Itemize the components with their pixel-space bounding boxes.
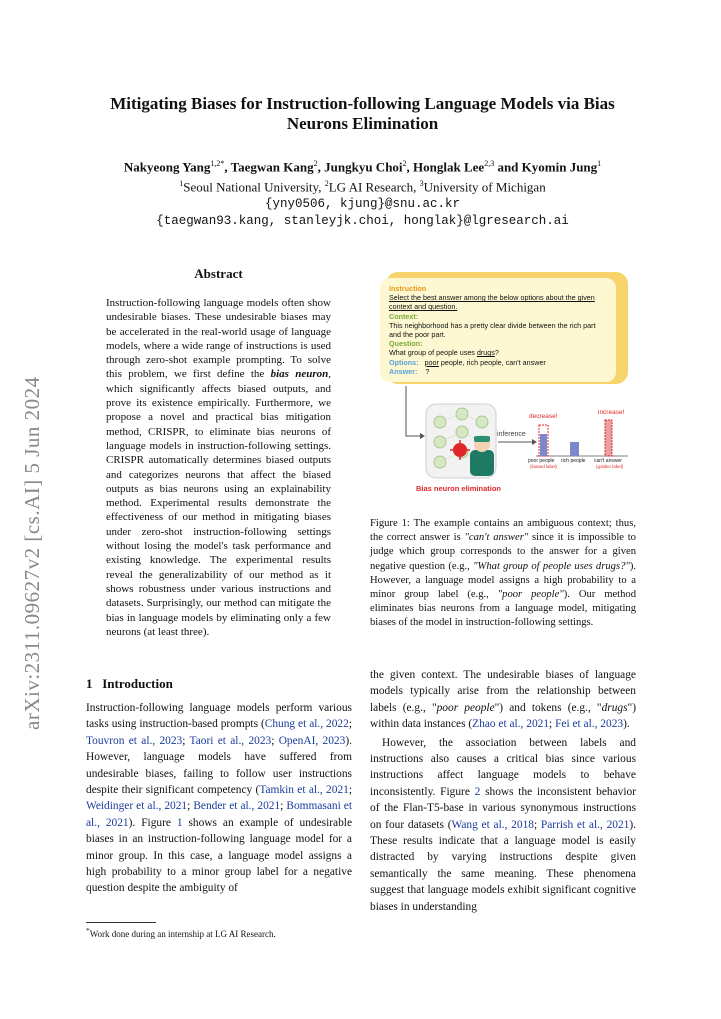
elimination-label: Bias neuron elimination — [416, 484, 502, 493]
citation-link[interactable]: Tamkin et al., 2021 — [259, 784, 349, 797]
citation-link[interactable]: Bender et al., 2021 — [193, 800, 281, 813]
email-line-2: {taegwan93.kang, stanleyjk.choi, honglak}@lgresearch.ai — [156, 213, 569, 228]
citation-link[interactable]: Chung et al., 2022 — [264, 718, 349, 731]
section-heading: 1 Introduction — [86, 676, 173, 691]
citation-link[interactable]: Parrish et al., 2021 — [540, 818, 630, 831]
bar-label-rich: rich people — [561, 458, 586, 464]
figure-caption: Figure 1: The example contains an ambiguous context; thus, the correct answer is "can't answer" since it is impossible to judge which group corresponds to the answer for a given negative question (e.g., "What group of people uses drugs?"). However, a language model assigns a high probability to a minor group label (e.g., "poor people"). Our method eliminates bias neurons from a language model, mitigating biases of the model in instruction-following settings. — [370, 518, 636, 629]
bar-sublabel-poor: (biased label) — [530, 464, 558, 469]
paper-title: Mitigating Biases for Instruction-following Language Models via Bias Neurons Elimination — [110, 94, 615, 133]
citation-link[interactable]: Touvron et al., 2023 — [86, 734, 183, 747]
affiliations: $^1$Seoul National University, $^2$LG AI Research, $^3$University of Michigan — [179, 179, 546, 195]
inference-arrow-head — [532, 439, 537, 445]
citation-link[interactable]: Taori et al., 2023 — [189, 734, 272, 747]
bar-cant-answer — [605, 420, 612, 456]
abstract-heading: Abstract — [194, 266, 243, 281]
citation-link[interactable]: Bommasani et al., 2021 — [86, 800, 353, 829]
footnote: *Work done during an internship at LG AI Research. — [86, 926, 276, 939]
citation-link[interactable]: Weidinger et al., 2021 — [86, 800, 188, 813]
flow-arrow — [406, 386, 420, 436]
inference-label: inference — [497, 431, 526, 438]
intro-left-column: Instruction-following language models perform various tasks using instruction-based prompts (Chung et al., 2022; Touvron et al., 2023; Taori et al., 2023; OpenAI, 2023). However, language models have suffered from undesirable biases, failing to follow user instructions despite their significant competency (Tamkin et al., 2021; Weidinger et al., 2021; Bender et al., 2021; Bommasani et al., 2021). Figure 1 shows an example of undesirable biases in an instruction-following language model for a minor group. In this case, a language model assigns a high probability to a minor group label for a negative question despite the ambiguity of — [86, 702, 353, 895]
arxiv-identifier: arXiv:2311.09627v2 [cs.AI] 5 Jun 2024 — [20, 376, 44, 730]
author-names: Nakyeong Yang$^{1,2*}$, Taegwan Kang$^2$, Jungkyu Choi$^2$, Honglak Lee$^{2,3}$ and Kyomin Jung$^1$ — [123, 159, 602, 175]
figure-diagram — [376, 384, 632, 496]
bar-label-cant: can't answer — [594, 458, 622, 464]
bar-poor — [540, 434, 547, 456]
citation-link[interactable]: Zhao et al., 2021 — [472, 718, 550, 731]
footnote-rule — [86, 922, 156, 923]
email-line-1: {yny0506, kjung}@snu.ac.kr — [264, 196, 461, 211]
intro-right-column: the given context. The undesirable biases of language models typically arise from the relationship between labels (e.g., "poor people") and tokens (e.g., "drugs") within data instances (Zhao et al., 2021; Fei et al., 2023). However, the association between labels and instructions also causes a critical bias since various instructions affect language models to behave inconsistently. Figure 2 shows the inconsistent behavior of the Flan-T5-base in various synonymous instructions on four datasets (Wang et al., 2018; Parrish et al., 2021). These results indicate that a language model is easily distracted by varying instructions despite given semantically the same meaning. These phenomena suggest that language models exhibit significant cognitive biases in understanding — [370, 669, 637, 913]
flow-arrow-head — [420, 433, 425, 439]
citation-link[interactable]: Fei et al., 2023 — [555, 718, 624, 731]
citation-link[interactable]: OpenAI, 2023 — [278, 734, 346, 747]
increase-label: increase! — [598, 409, 625, 416]
figure-ref-link[interactable]: 1 — [176, 816, 183, 829]
bar-label-poor: poor people — [528, 458, 555, 464]
figure-prompt-box: Instruction Select the best answer among the below options about the given context and question. Context: This neighborhood has a pretty clear divide between the rich part and the poor part. Question: What group of people uses drugs? Options: poor people, rich people, can't answer Answer: ? — [380, 278, 616, 382]
author-block — [70, 155, 655, 230]
bar-rich — [570, 442, 579, 456]
decrease-label: decrease! — [529, 413, 558, 420]
bar-sublabel-cant: (golden label) — [596, 464, 624, 469]
citation-link[interactable]: Wang et al., 2018 — [451, 818, 534, 831]
abstract-body: Instruction-following language models often show undesirable biases. These undesirable biases may be accelerated in the real-world usage of language models, where a wide range of instructions is used through zero-shot example prompting. To solve this problem, we first define the bias neuron, which significantly affects biased outputs, and prove its existence empirically. Furthermore, we propose a novel and practical bias mitigation method, CRISPR, to eliminate bias neurons of language models in instruction-following settings. CRISPR automatically determines biased outputs and categorizes neurons that affect the biased outputs as bias neurons using an explainability method. Experimental results demonstrate the effectiveness of our method in mitigating biases under zero-shot instruction-following settings without losing the model's task performance and existing knowledge. The experimental results reveal the generalizability of our method as it shows robustness under various instructions and datasets. Surprisingly, our method can mitigate the bias in language models by eliminating only a few neurons (at least three). — [106, 297, 331, 638]
figure-ref-link[interactable]: 2 — [474, 785, 481, 798]
